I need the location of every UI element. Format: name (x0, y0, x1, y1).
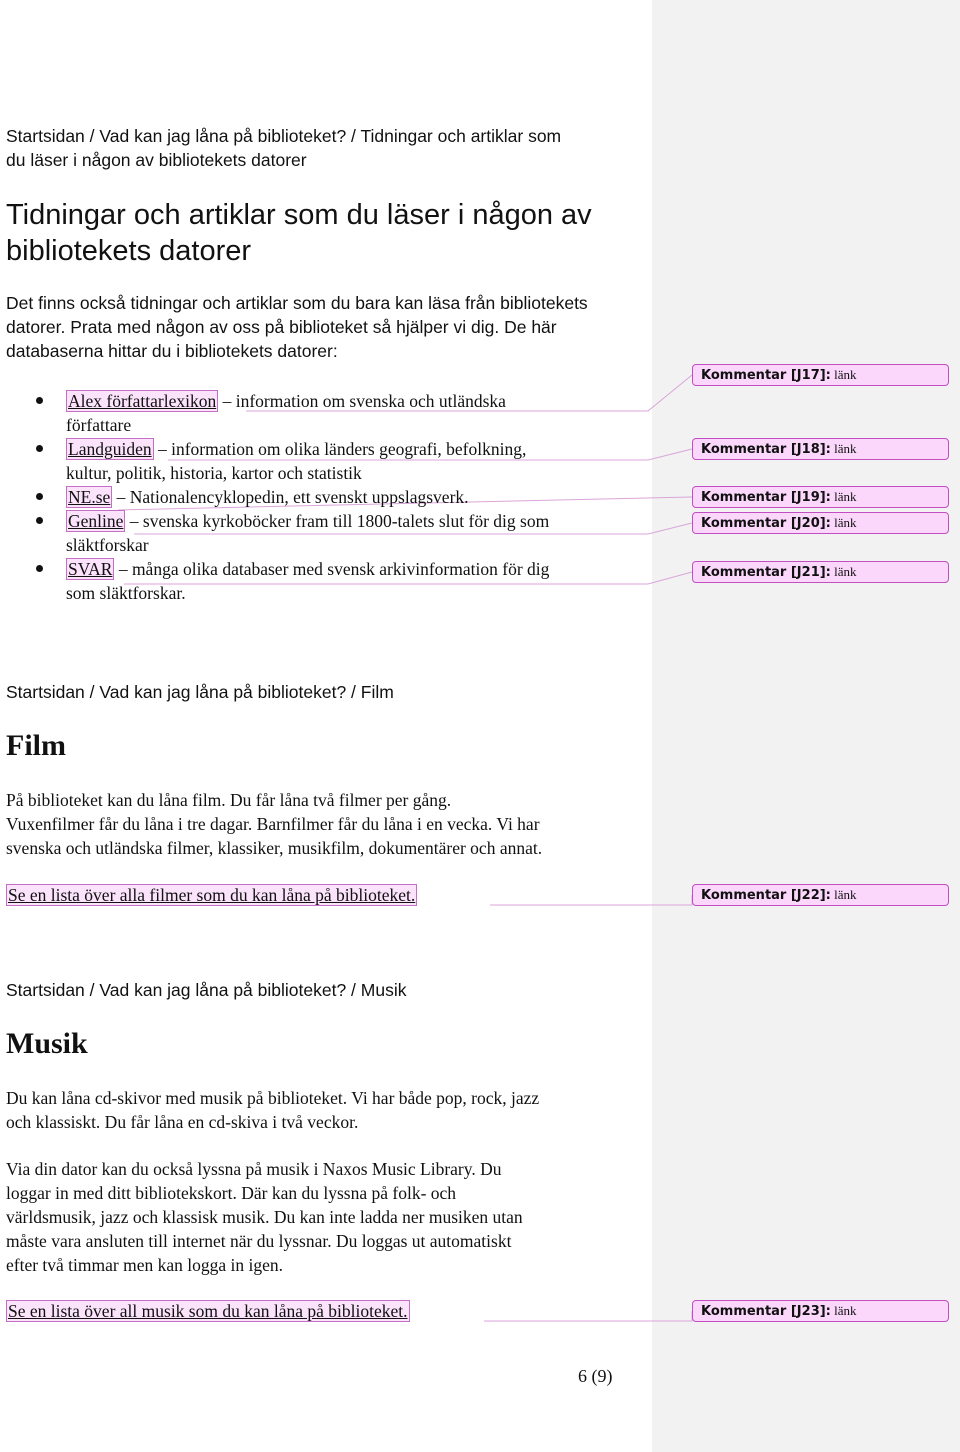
comment-text: länk (834, 441, 857, 456)
intro-line2-b: De här (499, 317, 557, 337)
comment-j20[interactable] (692, 512, 949, 534)
list-item-text: som släktforskar. (66, 583, 186, 603)
breadcrumb-articles-line1: Startsidan / Vad kan jag låna på biblioteket? / Tidningar och artiklar som (6, 126, 562, 146)
link-ne[interactable]: NE.se (68, 487, 111, 507)
comment-key: Kommentar [J21]: (701, 565, 831, 580)
comment-j17[interactable] (692, 364, 949, 386)
breadcrumb-film: Startsidan / Vad kan jag låna på biblioteket? / Film (6, 682, 394, 702)
music-list-link-line (6, 1299, 410, 1323)
list-item-text: släktforskar (66, 535, 149, 555)
music-para1-line1: Du kan låna cd-skivor med musik på biblioteket. Vi har både pop, rock, jazz (6, 1088, 540, 1108)
link-svar[interactable]: SVAR (68, 559, 113, 579)
connector-j23 (484, 1311, 692, 1321)
intro-line3: databaserna hittar du i bibliotekets datorer: (6, 341, 338, 361)
heading-articles-line2: bibliotekets datorer (6, 235, 252, 267)
music-list-link[interactable]: Se en lista över all musik som du kan låna på biblioteket. (8, 1301, 408, 1321)
list-item-text: – många olika databaser med svensk arkivinformation för dig (114, 559, 550, 579)
link-alex[interactable]: Alex författarlexikon (68, 391, 217, 411)
page-number: 6 (9) (578, 1366, 613, 1386)
intro-line1: Det finns också tidningar och artiklar som du bara kan läsa från bibliotekets (6, 293, 588, 313)
list-item-text: författare (66, 415, 132, 435)
comment-key: Kommentar [J19]: (701, 490, 831, 505)
comment-key: Kommentar [J17]: (701, 368, 831, 383)
list-item-genline (36, 509, 636, 557)
comment-j21[interactable] (692, 561, 949, 583)
music-para2-line3: världsmusik, jazz och klassisk musik. Du kan inte ladda ner musiken utan (6, 1207, 523, 1227)
comment-key: Kommentar [J18]: (701, 442, 831, 457)
music-para2-line2: loggar in med ditt bibliotekskort. Där kan du lyssna på folk- och (6, 1183, 457, 1203)
comment-key: Kommentar [J22]: (701, 888, 831, 903)
list-item-ne (36, 485, 636, 509)
list-item-landguiden (36, 437, 636, 485)
list-item-text: – svenska kyrkoböcker fram till 1800-talets slut för dig som (125, 511, 550, 531)
intro-line2-a: datorer. Prata med någon av oss på biblioteket så hjälper vi dig. (6, 317, 500, 337)
music-para2-line1: Via din dator kan du också lyssna på musik i Naxos Music Library. Du (6, 1159, 502, 1179)
music-para1-line2: och klassiskt. Du får låna en cd-skiva i två veckor. (6, 1112, 359, 1132)
comment-j18[interactable] (692, 438, 949, 460)
breadcrumb-music: Startsidan / Vad kan jag låna på biblioteket? / Musik (6, 980, 407, 1000)
link-landguiden[interactable]: Landguiden (68, 439, 152, 459)
connector-j22 (490, 895, 692, 905)
heading-music: Musik (6, 1027, 88, 1060)
list-item-alex (36, 389, 636, 437)
film-list-link-line (6, 883, 417, 907)
comment-j22[interactable] (692, 884, 949, 906)
film-list-link[interactable]: Se en lista över alla filmer som du kan låna på biblioteket. (8, 885, 416, 905)
comment-text: länk (834, 489, 857, 504)
music-para2-line4: måste vara ansluten till internet när du lyssnar. Du loggas ut automatiskt (6, 1231, 512, 1251)
list-item-text: kultur, politik, historia, kartor och statistik (66, 463, 362, 483)
comment-text: länk (834, 367, 857, 382)
list-item-text: – Nationalencyklopedin, ett svenskt uppslagsverk. (112, 487, 469, 507)
list-item-svar (36, 557, 636, 605)
comment-text: länk (834, 887, 857, 902)
database-list (36, 389, 636, 605)
film-para-line3: svenska och utländska filmer, klassiker, musikfilm, dokumentärer och annat. (6, 838, 543, 858)
comment-key: Kommentar [J23]: (701, 1304, 831, 1319)
link-genline[interactable]: Genline (68, 511, 124, 531)
music-para2-line5: efter två timmar men kan logga in igen. (6, 1255, 283, 1275)
film-para-line1: På biblioteket kan du låna film. Du får låna två filmer per gång. (6, 790, 452, 810)
comment-text: länk (834, 515, 857, 530)
comment-j19[interactable] (692, 486, 949, 508)
breadcrumb-articles-line2: du läser i någon av bibliotekets datorer (6, 150, 307, 170)
comment-text: länk (834, 1303, 857, 1318)
intro-line2 (6, 315, 557, 339)
comment-j23[interactable] (692, 1300, 949, 1322)
comment-text: länk (834, 564, 857, 579)
list-item-text: – information om olika länders geografi, befolkning, (153, 439, 527, 459)
film-para-line2: Vuxenfilmer får du låna i tre dagar. Barnfilmer får du låna i en vecka. Vi har (6, 814, 540, 834)
heading-articles-line1: Tidningar och artiklar som du läser i någon av (6, 199, 592, 231)
comment-key: Kommentar [J20]: (701, 516, 831, 531)
list-item-text: – information om svenska och utländska (218, 391, 506, 411)
heading-film: Film (6, 729, 66, 762)
